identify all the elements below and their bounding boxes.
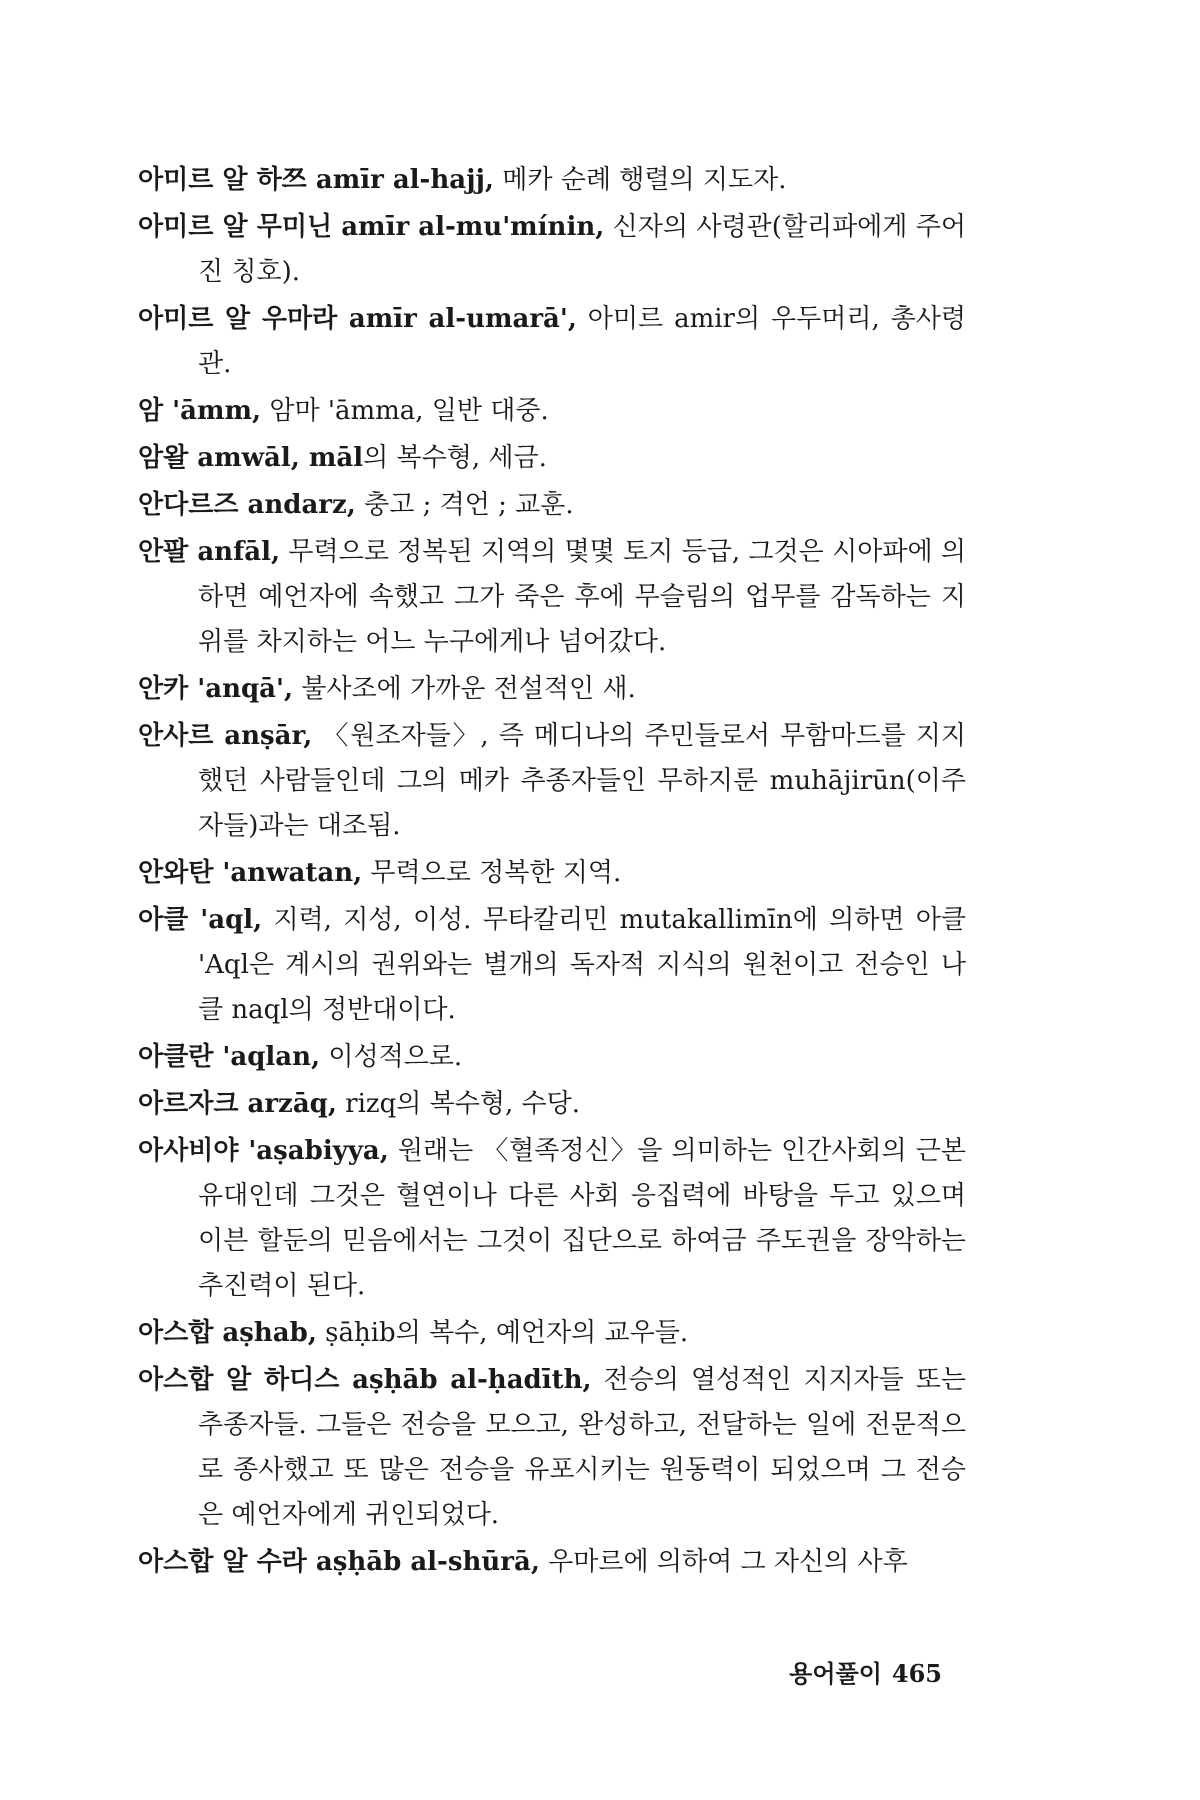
- entry-headword: 아스합 알 하디스 aṣḥāb al-ḥadīth,: [138, 1365, 592, 1395]
- entry-definition: 지력, 지성, 이성. 무타칼리민 mutakallimīn에 의하면 아클 'Aql은 계시의 권위와는 별개의 독자적 지식의 원천이고 전승인 나클 naql의 정반대이다.: [198, 905, 966, 1025]
- glossary-entry: [138, 158, 966, 203]
- glossary-entry: [138, 1311, 966, 1356]
- entry-headword: 안사르 anṣār,: [138, 721, 313, 751]
- entry-headword: 암 'āmm,: [138, 396, 262, 426]
- glossary-entry: [138, 1358, 966, 1538]
- glossary-entry: [138, 714, 966, 849]
- entry-headword: 아미르 알 우마라 amīr al-umarā',: [138, 304, 577, 334]
- page-number: 465: [891, 1659, 942, 1688]
- entry-definition: 불사조에 가까운 전설적인 새.: [293, 674, 636, 704]
- entry-definition: 이성적으로.: [320, 1042, 463, 1072]
- entry-headword: 아클란 'aqlan,: [138, 1042, 321, 1072]
- entry-headword: 안카 'anqā',: [138, 674, 294, 704]
- entry-definition: ṣāḥib의 복수, 예언자의 교우들.: [316, 1318, 689, 1348]
- entry-definition: 메카 순례 행렬의 지도자.: [493, 165, 787, 195]
- entry-definition: 무력으로 정복된 지역의 몇몇 토지 등급, 그것은 시아파에 의하면 예언자에 속했고 그가 죽은 후에 무슬림의 업무를 감독하는 지위를 차지하는 어느 누구에게나 넘어갔다.: [198, 537, 966, 657]
- glossary-entry: [138, 898, 966, 1033]
- entry-headword: 아미르 알 무미닌 amīr al-mu'mínin,: [138, 212, 605, 242]
- entry-headword: 안와탄 'anwatan,: [138, 858, 363, 888]
- glossary-entry: [138, 530, 966, 665]
- entry-headword: 안다르즈 andarz,: [138, 490, 356, 520]
- page-footer: [779, 1654, 942, 1689]
- entry-headword: 아르자크 arzāq,: [138, 1089, 337, 1119]
- entry-definition: 아미르 amir의 우두머리, 총사령관.: [198, 304, 966, 379]
- glossary-list: [138, 158, 966, 1587]
- entry-definition: 원래는 〈혈족정신〉을 의미하는 인간사회의 근본 유대인데 그것은 혈연이나 다른 사회 응집력에 바탕을 두고 있으며 이븐 할둔의 믿음에서는 그것이 집단으로 하여금 주도권을 장악하는 추진력이 된다.: [198, 1136, 966, 1301]
- entry-headword: 아미르 알 하쯔 amīr al-hajj,: [138, 165, 494, 195]
- glossary-entry: [138, 667, 966, 712]
- entry-definition: 의 복수형, 세금.: [363, 443, 547, 473]
- glossary-entry: [138, 1540, 966, 1585]
- glossary-entry: [138, 389, 966, 434]
- entry-headword: 아스합 aṣhab,: [138, 1318, 317, 1348]
- entry-definition: 충고 ; 격언 ; 교훈.: [355, 490, 574, 520]
- glossary-entry: [138, 297, 966, 387]
- entry-definition: 암마 'āmma, 일반 대중.: [261, 396, 549, 426]
- entry-headword: 안팔 anfāl,: [138, 537, 281, 567]
- glossary-entry: [138, 1035, 966, 1080]
- entry-headword: 암왈 amwāl, māl: [138, 443, 364, 473]
- entry-headword: 아클 'aql,: [138, 905, 263, 935]
- glossary-entry: [138, 483, 966, 528]
- entry-definition: 우마르에 의하여 그 자신의 사후: [539, 1547, 908, 1577]
- glossary-entry: [138, 851, 966, 896]
- entry-definition: 신자의 사령관(할리파에게 주어진 칭호).: [198, 212, 966, 287]
- entry-definition: 무력으로 정복한 지역.: [362, 858, 622, 888]
- entry-definition: 전승의 열성적인 지지자들 또는 추종자들. 그들은 전승을 모으고, 완성하고, 전달하는 일에 전문적으로 종사했고 또 많은 전승을 유포시키는 원동력이 되었으며 그 전승은 예언자에게 귀인되었다.: [198, 1365, 966, 1530]
- entry-headword: 아사비야 'aṣabiyya,: [138, 1136, 389, 1166]
- glossary-entry: [138, 205, 966, 295]
- glossary-entry: [138, 436, 966, 481]
- entry-headword: 아스합 알 수라 aṣḥāb al-shūrā,: [138, 1547, 540, 1577]
- entry-definition: rizq의 복수형, 수당.: [336, 1089, 581, 1119]
- glossary-entry: [138, 1129, 966, 1309]
- glossary-entry: [138, 1082, 966, 1127]
- section-title: 용어풀이: [789, 1659, 882, 1688]
- entry-definition: 〈원조자들〉, 즉 메디나의 주민들로서 무함마드를 지지했던 사람들인데 그의 메카 추종자들인 무하지룬 muhājirūn(이주자들)과는 대조됨.: [198, 721, 967, 841]
